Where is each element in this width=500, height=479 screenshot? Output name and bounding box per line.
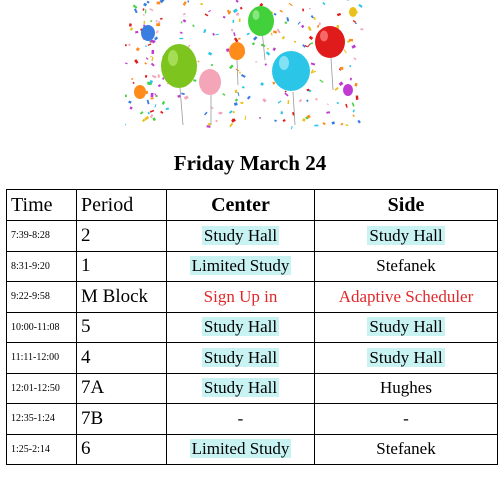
- center-activity: Sign Up in: [203, 286, 278, 306]
- side-cell: [315, 434, 498, 465]
- confetti-piece: [183, 1, 187, 6]
- confetti-piece: [151, 63, 155, 67]
- confetti-piece: [279, 10, 282, 13]
- confetti-piece: [287, 100, 289, 104]
- confetti-piece: [219, 112, 223, 114]
- header-time: Time: [7, 190, 77, 221]
- time-cell: 12:35-1:24: [7, 404, 77, 435]
- confetti-piece: [160, 111, 163, 114]
- confetti-piece: [181, 21, 182, 23]
- confetti-piece: [352, 114, 354, 117]
- confetti-piece: [150, 97, 153, 99]
- confetti-piece: [273, 47, 276, 51]
- confetti-piece: [160, 18, 163, 20]
- confetti-piece: [317, 25, 319, 28]
- confetti-piece: [143, 3, 147, 7]
- center-cell: [167, 373, 315, 404]
- confetti-piece: [240, 102, 243, 104]
- table-row: [7, 373, 498, 404]
- confetti-piece: [350, 78, 352, 81]
- confetti-piece: [140, 111, 144, 115]
- confetti-piece: [352, 102, 355, 107]
- confetti-piece: [150, 56, 152, 58]
- period-cell: 6: [77, 434, 167, 465]
- confetti-piece: [152, 117, 156, 121]
- confetti-piece: [345, 104, 348, 108]
- confetti-piece: [357, 120, 361, 124]
- confetti-piece: [179, 38, 183, 39]
- table-row: [7, 221, 498, 252]
- confetti-piece: [353, 57, 356, 60]
- confetti-piece: [180, 32, 183, 34]
- confetti-piece: [145, 75, 148, 78]
- confetti-piece: [208, 52, 212, 56]
- confetti-piece: [267, 48, 269, 50]
- center-activity: Study Hall: [203, 317, 278, 337]
- confetti-piece: [129, 106, 132, 109]
- center-activity: Limited Study: [191, 256, 290, 276]
- time-cell: 8:31-9:20: [7, 251, 77, 282]
- confetti-piece: [212, 33, 215, 36]
- center-cell: [167, 251, 315, 282]
- confetti-piece: [309, 8, 311, 9]
- confetti-piece: [345, 124, 348, 126]
- time-cell: 1:25-2:14: [7, 434, 77, 465]
- center-cell: [167, 343, 315, 374]
- confetti-piece: [255, 61, 257, 62]
- time-cell: 9:22-9:58: [7, 282, 77, 313]
- confetti-piece: [192, 24, 195, 27]
- confetti-piece: [356, 96, 359, 100]
- confetti-piece: [252, 42, 255, 45]
- confetti-piece: [283, 119, 286, 122]
- confetti-piece: [282, 36, 285, 40]
- confetti-piece: [177, 95, 180, 98]
- confetti-piece: [166, 108, 169, 111]
- confetti-piece: [286, 17, 289, 21]
- confetti-piece: [247, 33, 250, 36]
- time-cell: 10:00-11:08: [7, 312, 77, 343]
- confetti-piece: [334, 87, 338, 91]
- confetti-piece: [235, 0, 238, 3]
- confetti-piece: [319, 22, 321, 25]
- center-cell: [167, 404, 315, 435]
- confetti-piece: [291, 126, 293, 129]
- confetti-piece: [314, 125, 318, 127]
- confetti-piece: [145, 45, 147, 47]
- confetti-piece: [197, 60, 199, 62]
- confetti-piece: [285, 22, 287, 24]
- confetti-piece: [232, 111, 235, 114]
- confetti-piece: [147, 1, 150, 4]
- period-cell: 2: [77, 221, 167, 252]
- confetti-piece: [193, 79, 196, 81]
- confetti-piece: [260, 82, 264, 86]
- confetti-piece: [343, 49, 346, 53]
- center-cell: [167, 312, 315, 343]
- confetti-piece: [144, 21, 146, 24]
- confetti-piece: [134, 59, 138, 64]
- confetti-piece: [205, 13, 209, 16]
- side-activity: Adaptive Scheduler: [338, 286, 474, 306]
- confetti-piece: [144, 62, 147, 65]
- confetti-piece: [229, 123, 233, 127]
- confetti-piece: [135, 31, 138, 34]
- confetti-piece: [349, 65, 351, 67]
- confetti-piece: [229, 65, 234, 70]
- confetti-piece: [235, 98, 238, 101]
- confetti-piece: [187, 0, 189, 2]
- side-activity: Study Hall: [369, 347, 443, 367]
- confetti-piece: [183, 13, 186, 16]
- confetti-piece: [142, 8, 144, 10]
- confetti-piece: [277, 29, 281, 34]
- confetti-piece: [306, 100, 309, 103]
- confetti-piece: [204, 112, 208, 116]
- confetti-piece: [143, 14, 145, 16]
- header-period: Period: [77, 190, 167, 221]
- confetti-piece: [301, 25, 304, 28]
- confetti-piece: [310, 42, 313, 44]
- confetti-piece: [307, 89, 310, 91]
- confetti-piece: [265, 63, 267, 65]
- side-activity: Stefanek: [376, 256, 436, 276]
- confetti-piece: [326, 111, 330, 114]
- confetti-piece: [146, 57, 149, 60]
- header-side: Side: [315, 190, 498, 221]
- confetti-piece: [129, 23, 132, 26]
- confetti-piece: [278, 100, 282, 103]
- confetti-piece: [211, 64, 214, 66]
- confetti-piece: [285, 91, 287, 93]
- confetti-piece: [337, 13, 341, 16]
- confetti-piece: [160, 0, 165, 3]
- confetti-piece: [339, 81, 344, 86]
- center-activity: -: [237, 408, 244, 428]
- confetti-piece: [158, 21, 160, 23]
- table-row: [7, 282, 498, 313]
- period-cell: 5: [77, 312, 167, 343]
- confetti-piece: [155, 20, 158, 23]
- side-activity: Study Hall: [369, 225, 443, 245]
- table-row: [7, 312, 498, 343]
- confetti-piece: [353, 20, 356, 23]
- confetti-piece: [223, 16, 226, 19]
- confetti-piece: [337, 102, 339, 104]
- side-activity: Study Hall: [369, 317, 443, 337]
- confetti-piece: [148, 43, 152, 45]
- confetti-piece: [311, 69, 314, 73]
- confetti-piece: [150, 20, 152, 22]
- schedule-table: [6, 189, 498, 465]
- header-center: Center: [167, 190, 315, 221]
- confetti-piece: [150, 110, 154, 113]
- confetti-piece: [130, 27, 133, 31]
- confetti-piece: [136, 47, 140, 51]
- confetti-piece: [150, 114, 154, 118]
- confetti-piece: [158, 84, 161, 87]
- confetti-piece: [271, 33, 273, 36]
- confetti-piece: [231, 29, 234, 32]
- side-activity: -: [403, 408, 409, 428]
- confetti-piece: [360, 28, 363, 30]
- confetti-piece: [216, 120, 218, 122]
- side-cell: [315, 221, 498, 252]
- confetti-piece: [222, 93, 225, 96]
- confetti-piece: [302, 9, 304, 12]
- confetti-piece: [134, 8, 138, 13]
- confetti-piece: [149, 8, 153, 11]
- confetti-piece: [307, 44, 311, 48]
- side-cell: [315, 373, 498, 404]
- confetti-piece: [156, 23, 160, 26]
- confetti-piece: [266, 51, 270, 55]
- side-cell: [315, 282, 498, 313]
- confetti-piece: [200, 3, 203, 5]
- side-activity: Hughes: [380, 378, 432, 398]
- confetti-piece: [125, 124, 126, 126]
- period-cell: 1: [77, 251, 167, 282]
- period-cell: 7B: [77, 404, 167, 435]
- confetti-piece: [351, 45, 356, 49]
- confetti-piece: [206, 125, 210, 128]
- confetti-piece: [128, 101, 131, 104]
- confetti-piece: [253, 36, 258, 41]
- confetti-piece: [245, 116, 247, 120]
- confetti-piece: [131, 78, 133, 80]
- confetti-piece: [234, 37, 238, 42]
- table-row: [7, 404, 498, 435]
- side-cell: [315, 251, 498, 282]
- confetti-piece: [162, 101, 165, 105]
- center-activity: Study Hall: [203, 225, 278, 245]
- period-cell: 4: [77, 343, 167, 374]
- confetti-piece: [354, 83, 357, 87]
- confetti-piece: [151, 50, 154, 54]
- confetti-piece: [125, 44, 127, 46]
- confetti-piece: [298, 21, 301, 24]
- confetti-piece: [128, 44, 131, 47]
- confetti-piece: [229, 110, 233, 114]
- confetti-piece: [239, 72, 241, 74]
- center-cell: [167, 282, 315, 313]
- center-activity: Study Hall: [203, 378, 278, 398]
- confetti-piece: [238, 38, 241, 40]
- confetti-piece: [236, 12, 239, 16]
- confetti-piece: [147, 112, 150, 115]
- confetti-piece: [241, 74, 246, 78]
- confetti-piece: [308, 26, 312, 31]
- time-cell: 7:39-8:28: [7, 221, 77, 252]
- confetti-piece: [132, 82, 134, 84]
- confetti-piece: [151, 93, 154, 97]
- confetti-piece: [233, 8, 238, 13]
- confetti-piece: [154, 104, 156, 108]
- confetti-piece: [294, 41, 296, 43]
- confetti-piece: [327, 103, 329, 105]
- center-activity: Limited Study: [191, 439, 290, 459]
- confetti-piece: [233, 32, 235, 36]
- confetti-piece: [340, 123, 343, 126]
- side-cell: [315, 404, 498, 435]
- confetti-piece: [272, 81, 275, 84]
- table-header-row: [7, 190, 498, 221]
- confetti-piece: [311, 63, 315, 66]
- period-cell: M Block: [77, 282, 167, 313]
- confetti-piece: [309, 36, 313, 40]
- table-row: [7, 343, 498, 374]
- confetti-piece: [349, 39, 353, 41]
- confetti-piece: [239, 19, 241, 22]
- confetti-piece: [235, 90, 238, 93]
- confetti-piece: [237, 92, 239, 96]
- center-cell: [167, 434, 315, 465]
- confetti-piece: [234, 102, 238, 106]
- confetti-piece: [125, 94, 127, 97]
- confetti-piece: [259, 117, 261, 119]
- confetti-piece: [273, 30, 277, 33]
- confetti-piece: [281, 111, 283, 114]
- time-cell: 12:01-12:50: [7, 373, 77, 404]
- time-cell: 11:11-12:00: [7, 343, 77, 374]
- confetti-piece: [151, 57, 153, 62]
- center-activity: Study Hall: [203, 347, 278, 367]
- confetti-piece: [262, 98, 266, 102]
- confetti-piece: [352, 109, 355, 112]
- table-row: [7, 251, 498, 282]
- confetti-piece: [226, 48, 230, 52]
- confetti-piece: [184, 95, 189, 99]
- side-cell: [315, 343, 498, 374]
- confetti-piece: [125, 62, 128, 64]
- confetti-piece: [274, 13, 277, 16]
- confetti-piece: [358, 4, 362, 8]
- confetti-piece: [183, 19, 187, 23]
- table-row: [7, 434, 498, 465]
- confetti-piece: [158, 74, 160, 77]
- confetti-piece: [152, 75, 157, 79]
- balloons-confetti-image: [125, 0, 365, 132]
- confetti-piece: [302, 118, 305, 121]
- confetti-piece: [322, 2, 325, 5]
- side-activity: Stefanek: [376, 439, 436, 459]
- page-title: Friday March 24: [173, 151, 327, 175]
- confetti-piece: [319, 79, 323, 82]
- confetti-piece: [274, 119, 277, 121]
- confetti-piece: [240, 7, 243, 10]
- confetti-piece: [188, 45, 190, 48]
- confetti-piece: [242, 86, 245, 88]
- confetti-piece: [145, 9, 146, 13]
- confetti-piece: [157, 2, 161, 5]
- confetti-piece: [340, 67, 343, 70]
- confetti-piece: [208, 10, 211, 12]
- confetti-piece: [232, 20, 234, 23]
- confetti-piece: [215, 34, 218, 36]
- confetti-piece: [313, 17, 316, 20]
- confetti-piece: [322, 122, 325, 125]
- side-cell: [315, 312, 498, 343]
- period-cell: 7A: [77, 373, 167, 404]
- confetti-piece: [247, 96, 251, 100]
- confetti-piece: [147, 100, 150, 105]
- confetti-piece: [133, 5, 138, 9]
- confetti-piece: [315, 98, 317, 100]
- confetti-piece: [289, 3, 293, 6]
- confetti-piece: [299, 99, 302, 103]
- confetti-piece: [181, 93, 185, 96]
- confetti-piece: [156, 30, 159, 33]
- confetti-piece: [154, 36, 158, 40]
- confetti-piece: [284, 93, 288, 97]
- center-cell: [167, 221, 315, 252]
- confetti-piece: [203, 29, 206, 33]
- confetti-piece: [332, 121, 336, 124]
